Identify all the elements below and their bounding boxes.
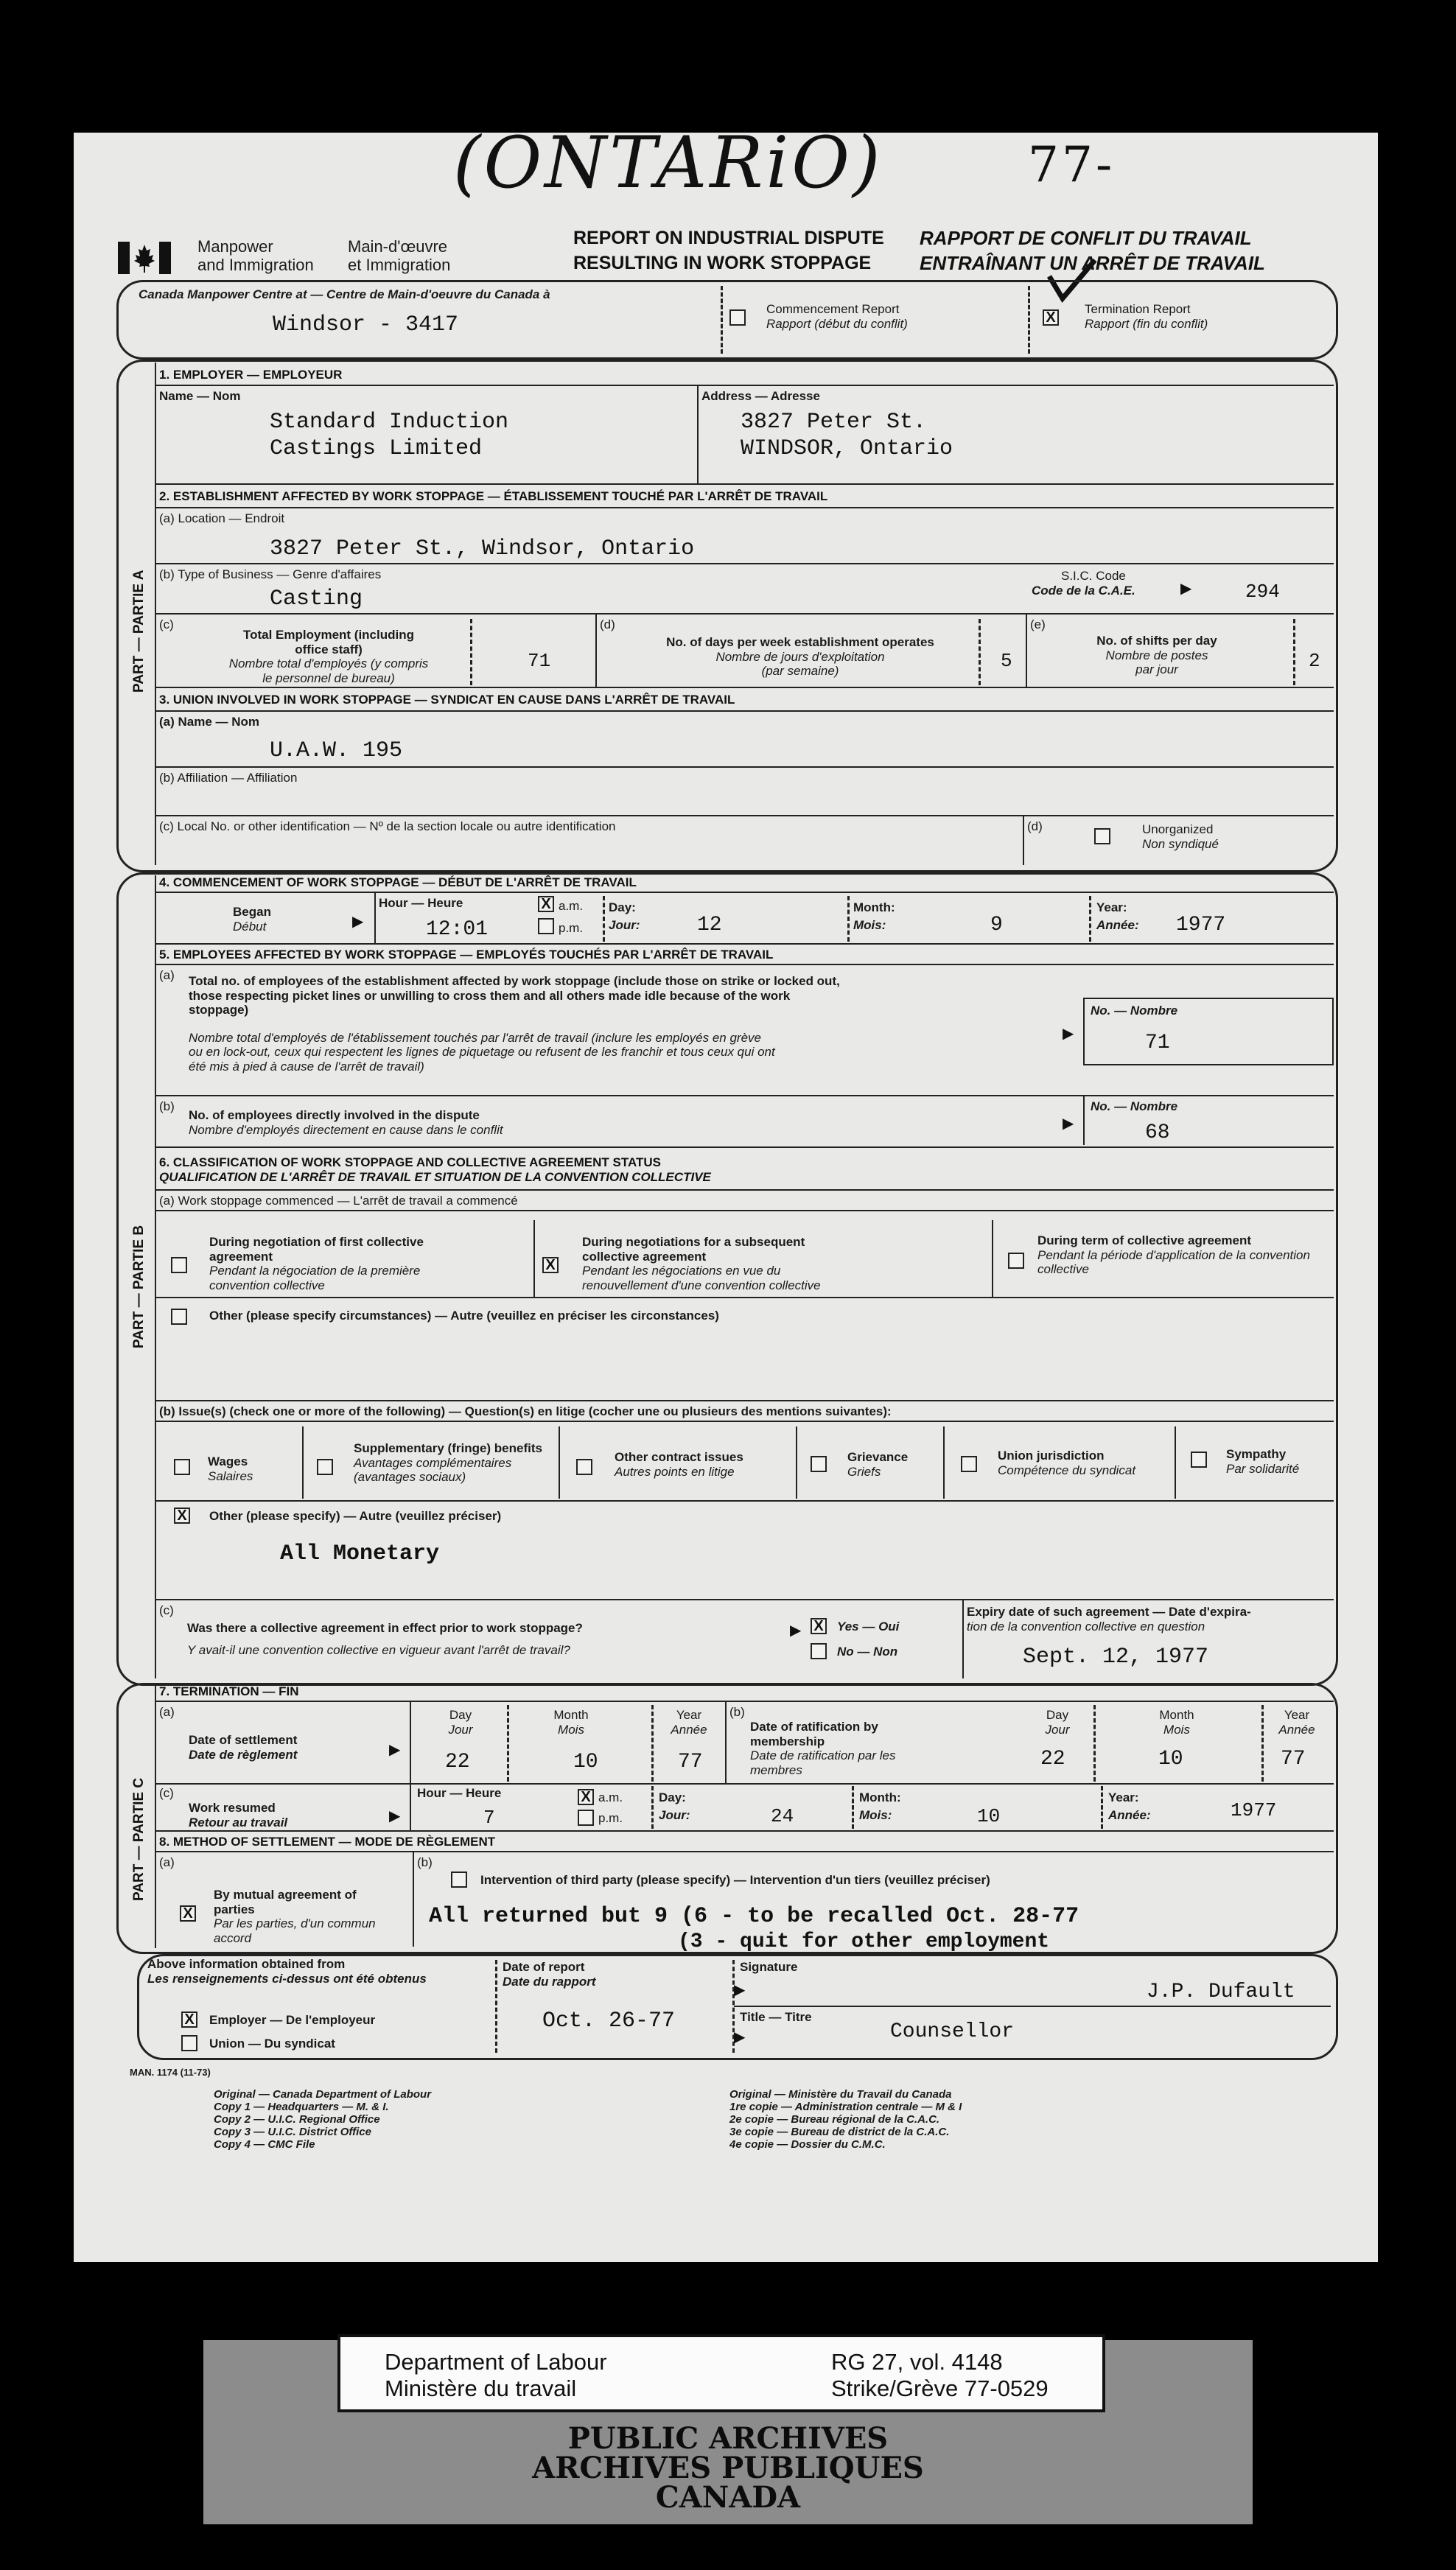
arrow-icon: ▶ xyxy=(389,1808,401,1824)
location-value: 3827 Peter St., Windsor, Ontario xyxy=(270,536,695,561)
settle-year-value: 77 xyxy=(678,1751,703,1774)
title-fr: RAPPORT DE CONFLIT DU TRAVAIL ENTRAÎNANT UN ARRÊT DE TRAVAIL xyxy=(920,227,1265,274)
hour-value: 12:01 xyxy=(426,918,489,941)
location-label: (a) Location — Endroit xyxy=(159,511,285,525)
third-party-label: Intervention of third party (please specify) — Intervention d'un tiers (veuillez préciser) xyxy=(480,1873,990,1887)
contract-issues-checkbox[interactable] xyxy=(576,1459,592,1475)
ratification-label: Date of ratification by membership Date de ratification par les membres xyxy=(750,1720,896,1777)
source-employer-checkbox[interactable]: X xyxy=(181,2011,197,2028)
settlement-note-1: All returned but 9 (6 - to be recalled Oct. 28-77 xyxy=(429,1904,1079,1929)
title-en: REPORT ON INDUSTRIAL DISPUTE RESULTING IN WORK STOPPAGE xyxy=(573,228,884,273)
arrow-icon: ▶ xyxy=(389,1742,401,1758)
resumed-day-value: 24 xyxy=(771,1805,794,1827)
affiliation-label: (b) Affiliation — Affiliation xyxy=(159,771,298,785)
resumed-month-label: Month: xyxy=(859,1790,901,1804)
resumed-hour-value: 7 xyxy=(483,1807,495,1829)
business-label: (b) Type of Business — Genre d'affaires xyxy=(159,567,382,581)
arrow-icon: ▶ xyxy=(734,2029,746,2045)
days-label: No. of days per week establishment operates Nombre de jours d'exploitation (par semaine) xyxy=(666,635,934,679)
resumed-am-checkbox[interactable]: X xyxy=(578,1789,594,1805)
settle-month-header: Month Mois xyxy=(553,1708,589,1737)
resumed-am-label: a.m. xyxy=(598,1790,623,1804)
first-agreement-label: During negotiation of first collective agreement Pendant la négociation de la première convention collective xyxy=(209,1235,424,1292)
centre-label: Canada Manpower Centre at — Centre de Main-d'oeuvre du Canada à xyxy=(139,287,550,301)
employer-address-1: 3827 Peter St. xyxy=(741,410,927,435)
total-employees-label: Total no. of employees of the establishment affected by work stoppage (include those on strike or locked out, those respecting picket lines or unwilling to cross them and all others made idle because of the work stoppage) Nombre total d'employés de l'établissement touchés par l'arrêt de travail (inclure les employés en grève ou en lock-out, ceux qui respectent les lignes de piquetage ou refusent de les franchir et tous ceux qui ont été mis à pied à cause de l'arrêt de travail) xyxy=(189,974,840,1074)
section-8-title: 8. METHOD OF SETTLEMENT — MODE DE RÈGLEMENT xyxy=(159,1835,496,1849)
other-circumstances-label: Other (please specify circumstances) — Autre (veuillez en préciser les circonstances) xyxy=(209,1309,719,1323)
day-label: Day: xyxy=(609,900,636,914)
title-label: Title — Titre xyxy=(740,2010,812,2024)
expiry-label: Expiry date of such agreement — Date d'expira- tion de la convention collective en question xyxy=(967,1605,1251,1634)
term-agreement-label: During term of collective agreement Pendant la période d'application de la convention collective xyxy=(1037,1233,1310,1277)
local-label: (c) Local No. or other identification — Nº de la section locale ou autre identification xyxy=(159,819,616,833)
section-1-title: 1. EMPLOYER — EMPLOYEUR xyxy=(159,368,343,382)
resumed-year-label: Year: xyxy=(1108,1790,1139,1804)
rat-year-value: 77 xyxy=(1281,1748,1306,1771)
first-agreement-checkbox[interactable] xyxy=(171,1257,187,1273)
settlement-a-letter: (a) xyxy=(159,1705,175,1719)
day-label-fr: Jour: xyxy=(609,918,640,932)
days-value: 5 xyxy=(1001,650,1012,672)
sympathy-label: Sympathy Par solidarité xyxy=(1226,1447,1300,1476)
settlement-note-2: (3 - quit for other employment xyxy=(678,1930,1050,1953)
pm-checkbox[interactable] xyxy=(538,918,554,934)
handwritten-number: 77- xyxy=(1028,136,1116,193)
source-label: Above information obtained from Les renseignements ci-dessus ont été obtenus xyxy=(147,1957,427,1986)
title-value: Counsellor xyxy=(890,2020,1015,2043)
mutual-agreement-checkbox[interactable]: X xyxy=(180,1905,196,1922)
union-name-value: U.A.W. 195 xyxy=(270,738,403,763)
arrow-icon: ▶ xyxy=(1180,581,1192,597)
dept-en: Manpower and Immigration xyxy=(197,237,314,275)
canada-flag-logo xyxy=(118,242,171,278)
rat-year-header: Year Année xyxy=(1278,1708,1315,1737)
resumed-hour-label: Hour — Heure xyxy=(417,1786,502,1800)
resumed-label: Work resumed Retour au travail xyxy=(189,1801,288,1830)
section-3-title: 3. UNION INVOLVED IN WORK STOPPAGE — SYNDICAT EN CAUSE DANS L'ARRÊT DE TRAVAIL xyxy=(159,693,735,707)
other-circumstances-checkbox[interactable] xyxy=(171,1309,187,1325)
rat-day-value: 22 xyxy=(1040,1748,1065,1771)
settle-month-value: 10 xyxy=(573,1751,598,1774)
public-archives-stamp: PUBLIC ARCHIVES ARCHIVES PUBLIQUES CANADA xyxy=(532,2421,924,2515)
unorganized-letter: (d) xyxy=(1027,819,1043,833)
jurisdiction-checkbox[interactable] xyxy=(961,1456,977,1472)
section-4-title: 4. COMMENCEMENT OF WORK STOPPAGE — DÉBUT DE L'ARRÊT DE TRAVAIL xyxy=(159,875,637,889)
mutual-a-letter: (a) xyxy=(159,1855,175,1869)
year-label: Year: xyxy=(1096,900,1127,914)
mutual-agreement-label: By mutual agreement of parties Par les parties, d'un commun accord xyxy=(214,1888,376,1945)
unorganized-checkbox[interactable] xyxy=(1094,828,1110,844)
resumed-pm-checkbox[interactable] xyxy=(578,1810,594,1826)
source-union-checkbox[interactable] xyxy=(181,2035,197,2051)
handwritten-province: (ONTARiO) xyxy=(453,122,883,204)
sic-value: 294 xyxy=(1245,581,1280,603)
part-c-label: PART — PARTIE C xyxy=(131,1777,147,1901)
distribution-en: Original — Canada Department of Labour Copy 1 — Headquarters — M. & I. Copy 2 — U.I.C. Regional Office Copy 3 — U.I.C. District Office Copy 4 — CMC File xyxy=(214,2088,432,2151)
wages-checkbox[interactable] xyxy=(174,1459,190,1475)
employment-label: Total Employment (including office staff) Nombre total d'employés (y compris le personnel de bureau) xyxy=(228,628,429,685)
archive-reference: RG 27, vol. 4148 Strike/Grève 77-0529 xyxy=(831,2349,1049,2401)
ratification-b-letter: (b) xyxy=(729,1705,745,1719)
pm-label: p.m. xyxy=(559,921,584,935)
section-2-title: 2. ESTABLISHMENT AFFECTED BY WORK STOPPAGE — ÉTABLISSEMENT TOUCHÉ PAR L'ARRÊT DE TRAVAIL xyxy=(159,489,828,503)
report-date-value: Oct. 26-77 xyxy=(542,2009,676,2034)
sic-label: S.I.C. Code xyxy=(1061,569,1126,583)
am-checkbox[interactable]: X xyxy=(538,896,554,912)
sic-label-fr: Code de la C.A.E. xyxy=(1032,584,1135,598)
third-party-checkbox[interactable] xyxy=(451,1872,467,1888)
settle-day-header: Day Jour xyxy=(448,1708,473,1737)
employment-letter: (c) xyxy=(159,617,174,631)
unorganized-label: Unorganized Non syndiqué xyxy=(1142,822,1219,851)
arrow-icon: ▶ xyxy=(1063,1116,1074,1132)
subsequent-agreement-checkbox[interactable]: X xyxy=(542,1257,559,1273)
source-employer-label: Employer — De l'employeur xyxy=(209,2013,376,2027)
distribution-fr: Original — Ministère du Travail du Canada 1re copie — Administration centrale — M & I 2e copie — Bureau régional de la C.A.C. 3e copie — Bureau de district de la C.A.C. 4e copie — Dossier du C.M.C. xyxy=(729,2088,962,2151)
expiry-value: Sept. 12, 1977 xyxy=(1023,1645,1209,1670)
termination-checkbox[interactable]: X xyxy=(1043,309,1059,326)
days-letter: (d) xyxy=(600,617,615,631)
commencement-label: Commencement Report Rapport (début du conflit) xyxy=(766,302,908,331)
fringe-label: Supplementary (fringe) benefits Avantages complémentaires (avantages sociaux) xyxy=(354,1441,542,1485)
business-value: Casting xyxy=(270,587,363,612)
number-label-2: No. — Nombre xyxy=(1091,1099,1178,1113)
employer-name-1: Standard Induction xyxy=(270,410,509,435)
resumed-day-label: Day: xyxy=(659,1790,686,1804)
source-union-label: Union — Du syndicat xyxy=(209,2037,335,2051)
day-value: 12 xyxy=(697,914,722,936)
form-number: MAN. 1174 (11-73) xyxy=(130,2067,211,2078)
commenced-label: (a) Work stoppage commenced — L'arrêt de travail a commencé xyxy=(159,1194,518,1208)
employment-value: 71 xyxy=(528,650,551,672)
contract-issues-label: Other contract issues Autres points en litige xyxy=(615,1450,743,1479)
settle-day-value: 22 xyxy=(445,1751,470,1774)
resumed-month-label-fr: Mois: xyxy=(859,1808,892,1822)
shifts-letter: (e) xyxy=(1030,617,1046,631)
jurisdiction-label: Union jurisdiction Compétence du syndicat xyxy=(998,1449,1136,1477)
resumed-year-label-fr: Année: xyxy=(1108,1808,1151,1822)
section-5-title: 5. EMPLOYEES AFFECTED BY WORK STOPPAGE — EMPLOYÉS TOUCHÉS PAR L'ARRÊT DE TRAVAIL xyxy=(159,948,774,962)
employees-a-letter: (a) xyxy=(159,968,175,982)
am-label: a.m. xyxy=(559,899,584,913)
resumed-c-letter: (c) xyxy=(159,1786,174,1800)
month-label-fr: Mois: xyxy=(853,918,886,932)
agreement-c-letter: (c) xyxy=(159,1603,174,1617)
wages-label: Wages Salaires xyxy=(208,1454,253,1483)
employees-b-letter: (b) xyxy=(159,1099,175,1113)
other-issue-checkbox[interactable]: X xyxy=(174,1508,190,1524)
agreement-question: Was there a collective agreement in effect prior to work stoppage? Y avait-il une convention collective en vigueur avant l'arrêt de travail? xyxy=(187,1621,583,1657)
began-label: Began Début xyxy=(233,905,271,934)
resumed-year-value: 1977 xyxy=(1231,1799,1277,1821)
grievance-label: Grievance Griefs xyxy=(847,1450,909,1479)
third-party-b-letter: (b) xyxy=(417,1855,433,1869)
arrow-icon: ▶ xyxy=(1063,1026,1074,1042)
other-issue-label: Other (please specify) — Autre (veuillez préciser) xyxy=(209,1509,502,1523)
settle-year-header: Year Année xyxy=(671,1708,707,1737)
employer-name-label: Name — Nom xyxy=(159,389,241,403)
agreement-no-label: No — Non xyxy=(837,1645,898,1659)
agreement-no-checkbox[interactable] xyxy=(811,1643,827,1659)
total-employees-value: 71 xyxy=(1145,1032,1170,1054)
month-value: 9 xyxy=(990,914,1003,936)
grievance-checkbox[interactable] xyxy=(811,1456,827,1472)
month-label: Month: xyxy=(853,900,895,914)
direct-employees-value: 68 xyxy=(1145,1121,1170,1144)
resumed-pm-label: p.m. xyxy=(598,1811,623,1825)
rat-day-header: Day Jour xyxy=(1045,1708,1070,1737)
number-label: No. — Nombre xyxy=(1091,1004,1178,1018)
part-b-label: PART — PARTIE B xyxy=(131,1225,147,1348)
part-a-label: PART — PARTIE A xyxy=(131,570,147,693)
other-issue-value: All Monetary xyxy=(280,1541,440,1566)
hour-label: Hour — Heure xyxy=(379,896,463,910)
union-name-label: (a) Name — Nom xyxy=(159,715,260,729)
signature-label: Signature xyxy=(740,1960,798,1974)
section-6-title: 6. CLASSIFICATION OF WORK STOPPAGE AND COLLECTIVE AGREEMENT STATUS QUALIFICATION DE L'ARRÊT DE TRAVAIL ET SITUATION DE LA CONVENTION COLLECTIVE xyxy=(159,1155,711,1184)
commencement-checkbox[interactable] xyxy=(729,309,746,326)
archive-dept: Department of Labour Ministère du travail xyxy=(385,2349,607,2401)
arrow-icon: ▶ xyxy=(734,1982,746,1998)
agreement-yes-checkbox[interactable]: X xyxy=(811,1618,827,1634)
arrow-icon: ▶ xyxy=(352,914,364,930)
section-7-title: 7. TERMINATION — FIN xyxy=(159,1684,299,1698)
settlement-label: Date of settlement Date de règlement xyxy=(189,1733,298,1762)
subsequent-agreement-label: During negotiations for a subsequent collective agreement Pendant les négociations en vue du renouvellement d'une convention collective xyxy=(582,1235,821,1292)
rat-month-value: 10 xyxy=(1158,1748,1183,1771)
resumed-day-label-fr: Jour: xyxy=(659,1808,690,1822)
shifts-value: 2 xyxy=(1309,650,1320,672)
direct-employees-label: No. of employees directly involved in the dispute Nombre d'employés directement en cause dans le conflit xyxy=(189,1108,503,1137)
shifts-label: No. of shifts per day Nombre de postes par jour xyxy=(1096,634,1217,677)
employer-address-2: WINDSOR, Ontario xyxy=(741,436,953,461)
sympathy-checkbox[interactable] xyxy=(1191,1452,1207,1468)
rat-month-header: Month Mois xyxy=(1159,1708,1194,1737)
resumed-month-value: 10 xyxy=(977,1805,1001,1827)
arrow-icon: ▶ xyxy=(790,1622,802,1639)
report-date-label: Date of report Date du rapport xyxy=(503,1960,596,1989)
employer-address-label: Address — Adresse xyxy=(701,389,820,403)
signature-value: J.P. Dufault xyxy=(1147,1981,1295,2003)
centre-value: Windsor - 3417 xyxy=(273,312,459,337)
year-value: 1977 xyxy=(1176,914,1226,936)
employer-name-2: Castings Limited xyxy=(270,436,483,461)
year-label-fr: Année: xyxy=(1096,918,1139,932)
agreement-yes-label: Yes — Oui xyxy=(837,1620,900,1634)
issues-label: (b) Issue(s) (check one or more of the following) — Question(s) en litige (cocher une ou plusieurs des mentions suivantes): xyxy=(159,1404,892,1418)
termination-label: Termination Report Rapport (fin du conflit) xyxy=(1085,302,1208,331)
fringe-checkbox[interactable] xyxy=(317,1459,333,1475)
dept-fr: Main-d'œuvre et Immigration xyxy=(348,237,451,275)
